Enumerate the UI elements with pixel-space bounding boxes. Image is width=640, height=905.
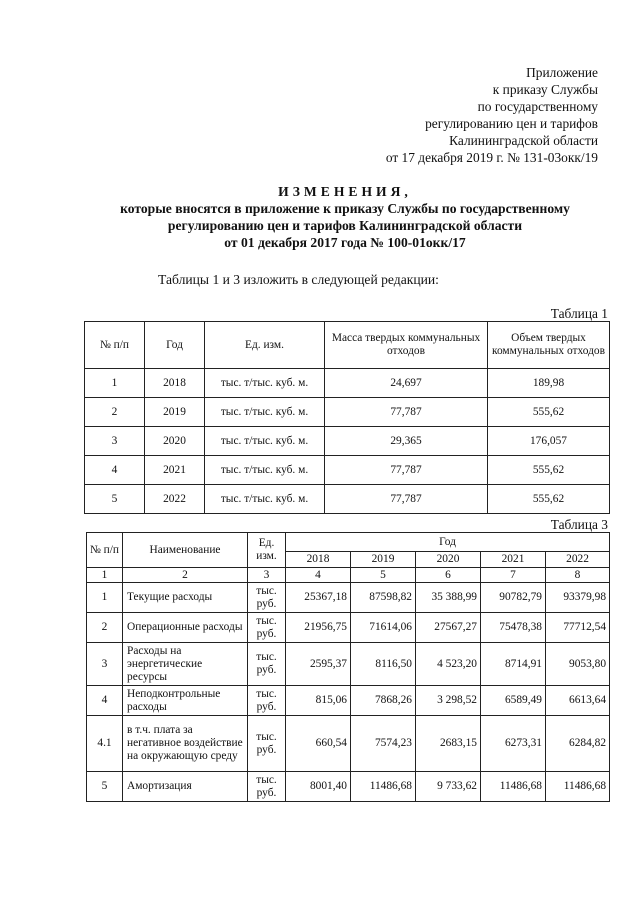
table-row: [85, 427, 610, 456]
table-cell: 21956,75: [286, 613, 351, 643]
table-cell: 4: [87, 686, 123, 716]
table-cell: 24,697: [325, 369, 488, 398]
table-cell: 71614,06: [351, 613, 416, 643]
table-cell: 7574,23: [351, 716, 416, 772]
year-cell: 2021: [481, 552, 546, 568]
table-cell: 3: [85, 427, 145, 456]
table-cell: 11486,68: [351, 772, 416, 802]
table-cell: 8001,40: [286, 772, 351, 802]
table-cell: 2683,15: [416, 716, 481, 772]
colnum-cell: 2: [123, 568, 248, 583]
table1-caption: Таблица 1: [550, 306, 608, 321]
table-cell: тыс. руб.: [248, 772, 286, 802]
table-cell: тыс. руб.: [248, 686, 286, 716]
annex-line: к приказу Службы: [492, 82, 598, 97]
table-cell: 1: [87, 583, 123, 613]
table-cell: 2: [87, 613, 123, 643]
table-cell: тыс. руб.: [248, 613, 286, 643]
table-cell: 6613,64: [546, 686, 610, 716]
table-cell: 176,057: [488, 427, 610, 456]
table-cell: 77,787: [325, 456, 488, 485]
table-row: [85, 456, 610, 485]
annex-line: Приложение: [526, 65, 598, 80]
title-line: которые вносятся в приложение к приказу Службы по государственному: [120, 201, 570, 216]
table-cell: 1: [85, 369, 145, 398]
annex-line: регулированию цен и тарифов: [425, 116, 598, 131]
colnum-cell: 5: [351, 568, 416, 583]
table-cell: в т.ч. плата за негативное воздействие на окружающую среду: [123, 716, 248, 772]
table-cell: Операционные расходы: [123, 613, 248, 643]
table-cell: Расходы на энергетические ресурсы: [123, 643, 248, 686]
table-cell: 815,06: [286, 686, 351, 716]
table-cell: 2: [85, 398, 145, 427]
table-row: [87, 583, 610, 613]
table-cell: 6284,82: [546, 716, 610, 772]
table-cell: 27567,27: [416, 613, 481, 643]
table3-header-year: Год: [286, 533, 610, 552]
table-row: [87, 643, 610, 686]
table-cell: 9053,80: [546, 643, 610, 686]
table3-header-num: № п/п: [87, 533, 123, 568]
table-cell: тыс. руб.: [248, 716, 286, 772]
table-cell: 8116,50: [351, 643, 416, 686]
table-cell: 7868,26: [351, 686, 416, 716]
table-cell: 87598,82: [351, 583, 416, 613]
table-cell: 11486,68: [481, 772, 546, 802]
table-cell: 2022: [145, 485, 205, 514]
annex-line: от 17 декабря 2019 г. № 131-03окк/19: [385, 150, 598, 165]
table-cell: 93379,98: [546, 583, 610, 613]
table-cell: 6273,31: [481, 716, 546, 772]
table-cell: 2021: [145, 456, 205, 485]
table-cell: 90782,79: [481, 583, 546, 613]
annex-line: по государственному: [477, 99, 598, 114]
table-cell: тыс. т/тыс. куб. м.: [205, 485, 325, 514]
table-row: [87, 772, 610, 802]
table-cell: 11486,68: [546, 772, 610, 802]
table1-header-row: [85, 322, 610, 369]
table-cell: 5: [87, 772, 123, 802]
table1-header-cell: Год: [145, 322, 205, 369]
table-cell: 555,62: [488, 485, 610, 514]
table3-colnum-row: [87, 568, 610, 583]
table-cell: тыс. т/тыс. куб. м.: [205, 427, 325, 456]
table-1: [84, 321, 610, 514]
table1-header-cell: Масса твердых коммунальных отходов: [325, 322, 488, 369]
annex-line: Калининградской области: [449, 133, 598, 148]
table-cell: 9 733,62: [416, 772, 481, 802]
table-cell: 2020: [145, 427, 205, 456]
table3-header-row: [87, 533, 610, 552]
document-title: [60, 183, 630, 251]
table-cell: Амортизация: [123, 772, 248, 802]
table-cell: тыс. руб.: [248, 583, 286, 613]
table-cell: тыс. т/тыс. куб. м.: [205, 398, 325, 427]
table3-header-unit: Ед. изм.: [248, 533, 286, 568]
table-cell: 29,365: [325, 427, 488, 456]
year-cell: 2020: [416, 552, 481, 568]
table-cell: 4: [85, 456, 145, 485]
table-cell: 75478,38: [481, 613, 546, 643]
table-cell: 2595,37: [286, 643, 351, 686]
table-cell: 4 523,20: [416, 643, 481, 686]
table-row: [85, 369, 610, 398]
colnum-cell: 1: [87, 568, 123, 583]
title-line: регулированию цен и тарифов Калининградской области: [167, 218, 523, 233]
table-3: [86, 532, 610, 802]
table-cell: 2019: [145, 398, 205, 427]
annex-header: [298, 64, 598, 166]
title-line: от 01 декабря 2017 года № 100-01окк/17: [224, 235, 466, 250]
table-cell: Текущие расходы: [123, 583, 248, 613]
colnum-cell: 6: [416, 568, 481, 583]
colnum-cell: 4: [286, 568, 351, 583]
year-cell: 2022: [546, 552, 610, 568]
table-cell: 25367,18: [286, 583, 351, 613]
table-cell: 77,787: [325, 398, 488, 427]
table-cell: 660,54: [286, 716, 351, 772]
colnum-cell: 3: [248, 568, 286, 583]
table-cell: 2018: [145, 369, 205, 398]
table-cell: тыс. т/тыс. куб. м.: [205, 369, 325, 398]
table-cell: 6589,49: [481, 686, 546, 716]
table-row: [87, 686, 610, 716]
table-cell: Неподконтрольные расходы: [123, 686, 248, 716]
table-cell: 77,787: [325, 485, 488, 514]
colnum-cell: 7: [481, 568, 546, 583]
table-cell: 4.1: [87, 716, 123, 772]
year-cell: 2019: [351, 552, 416, 568]
table-row: [85, 398, 610, 427]
table3-header-name: Наименование: [123, 533, 248, 568]
table3-body: [87, 583, 610, 802]
table-cell: тыс. т/тыс. куб. м.: [205, 456, 325, 485]
title-heading: ИЗМЕНЕНИЯ,: [278, 184, 412, 199]
table-cell: 555,62: [488, 398, 610, 427]
intro-text: Таблицы 1 и 3 изложить в следующей редакции:: [158, 272, 439, 287]
table1-header-cell: № п/п: [85, 322, 145, 369]
table1-header-cell: Ед. изм.: [205, 322, 325, 369]
table-cell: 555,62: [488, 456, 610, 485]
table3-caption: Таблица 3: [550, 517, 608, 532]
year-cell: 2018: [286, 552, 351, 568]
table-cell: 3 298,52: [416, 686, 481, 716]
table-cell: тыс. руб.: [248, 643, 286, 686]
table-cell: 77712,54: [546, 613, 610, 643]
table1-header-cell: Объем твердых коммунальных отходов: [488, 322, 610, 369]
colnum-cell: 8: [546, 568, 610, 583]
table-cell: 189,98: [488, 369, 610, 398]
table-cell: 8714,91: [481, 643, 546, 686]
table-cell: 3: [87, 643, 123, 686]
table-row: [87, 613, 610, 643]
table-row: [87, 716, 610, 772]
table-row: [85, 485, 610, 514]
table1-body: [85, 369, 610, 514]
table-cell: 35 388,99: [416, 583, 481, 613]
table-cell: 5: [85, 485, 145, 514]
